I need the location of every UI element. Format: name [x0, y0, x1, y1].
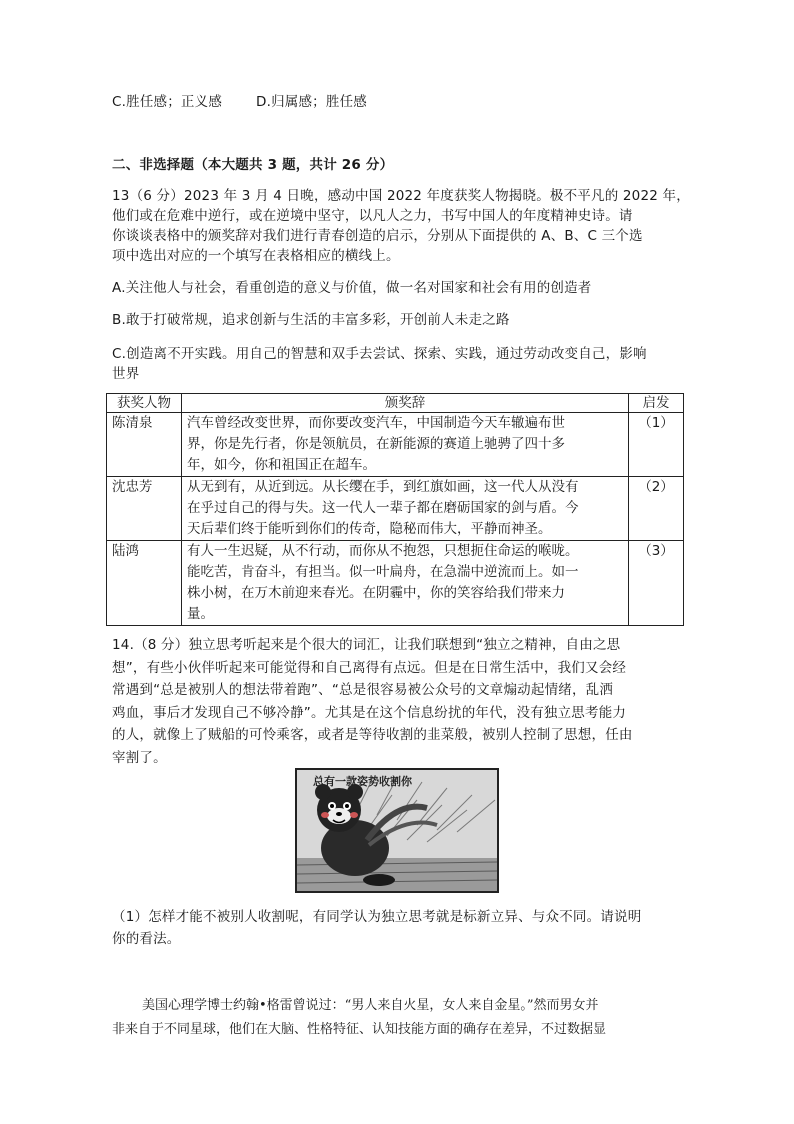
q14-line: 宰割了。 — [112, 749, 167, 766]
q13-stem — [112, 186, 690, 266]
q14-line: 的人，就像上了贼船的可怜乘客，或者是等待收割的韭菜般，被别人控制了思想，任由 — [112, 727, 633, 743]
section-heading: 二、非选择题（本大题共 3 题，共计 26 分） — [112, 157, 394, 173]
citation-cell — [182, 541, 629, 626]
awardee-name: 沈忠芳 — [107, 477, 182, 541]
q14-line: 14.（8 分）独立思考听起来是个很大的词汇，让我们联想到“独立之精神，自由之思 — [112, 637, 621, 653]
citation-cell — [182, 413, 629, 477]
passage — [142, 994, 598, 1018]
q14-line: 鸡血，事后才发现自己不够冷静”。尤其是在这个信息纷扰的年代，没有独立思考能力 — [112, 704, 627, 721]
q13-line: 项中选出对应的一个填写在表格相应的横线上。 — [112, 248, 400, 264]
citation-line: 天后辈们终于能听到你们的传奇，隐秘而伟大，平静而神圣。 — [187, 521, 552, 537]
citation-line: 能吃苦，肯奋斗，有担当。似一叶扁舟，在急湍中逆流而上。如一 — [187, 564, 579, 580]
q14-line: 常遇到“总是被别人的想法带着跑”、“总是很容易被公众号的文章煽动起情绪，乱洒 — [112, 682, 614, 698]
table-row — [107, 541, 684, 626]
q13-option-c-line: 世界 — [112, 366, 140, 382]
option-d: D.归属感；胜任感 — [256, 94, 367, 110]
awardee-name: 陈清泉 — [107, 413, 182, 477]
header-awardee: 获奖人物 — [107, 394, 182, 413]
header-citation: 颁奖辞 — [182, 394, 629, 413]
passage-line: 非来自于不同星球，他们在大脑、性格特征、认知技能方面的确存在差异，不过数据显 — [112, 1022, 607, 1037]
passage-cont — [112, 1018, 606, 1042]
inspiration-blank: （3） — [629, 541, 684, 626]
q13-option-a: A.关注他人与社会，看重创造的意义与价值，做一名对国家和社会有用的创造者 — [112, 280, 592, 296]
option-c: C.胜任感；正义感 — [112, 94, 223, 110]
q13-option-c — [112, 344, 647, 384]
q14-sub1-line: 你的看法。 — [112, 931, 181, 947]
awardee-name: 陆鸿 — [107, 541, 182, 626]
table-row — [107, 477, 684, 541]
citation-cell — [182, 477, 629, 541]
cartoon-caption: 总有一款姿势收割你 — [313, 775, 412, 788]
citation-line: 在乎过自己的得与失。这一代人一辈子都在磨砺国家的剑与盾。今 — [187, 500, 579, 516]
citation-line: 从无到有，从近到远。从长缨在手，到红旗如画，这一代人从没有 — [187, 479, 579, 495]
q14-sub1-line: （1）怎样才能不被别人收割呢，有同学认为独立思考就是标新立异、与众不同。请说明 — [112, 909, 642, 925]
citation-line: 年，如今，你和祖国正在超车。 — [187, 457, 376, 473]
award-table — [106, 393, 684, 626]
q13-line: 他们或在危难中逆行，或在逆境中坚守，以凡人之力，书写中国人的年度精神史诗。请 — [112, 208, 633, 224]
citation-line: 有人一生迟疑，从不行动，而你从不抱怨，只想扼住命运的喉咙。 — [187, 543, 579, 559]
inspiration-blank: （1） — [629, 413, 684, 477]
passage-line: 美国心理学博士约翰•格雷曾说过：“男人来自火星，女人来自金星。”然而男女并 — [142, 998, 599, 1013]
q13-option-b: B.敢于打破常规，追求创新与生活的丰富多彩，开创前人未走之路 — [112, 312, 510, 328]
q13-line: 13（6 分）2023 年 3 月 4 日晚，感动中国 2022 年度获奖人物揭晓。极不平凡的 2022 年， — [112, 188, 690, 204]
table-row — [107, 413, 684, 477]
citation-line: 量。 — [187, 606, 214, 622]
q13-line: 你谈谈表格中的颁奖辞对我们进行青春创造的启示，分别从下面提供的 A、B、C 三个选 — [112, 228, 643, 244]
citation-line: 汽车曾经改变世界，而你要改变汽车，中国制造今天车辙遍布世 — [187, 415, 565, 431]
citation-line: 株小树，在万木前迎来春光。在阴霾中，你的笑容给我们带来力 — [187, 585, 565, 601]
inspiration-blank: （2） — [629, 477, 684, 541]
header-inspiration: 启发 — [629, 394, 684, 413]
q14-stem — [112, 634, 633, 769]
citation-line: 界，你是先行者，你是领航员，在新能源的赛道上驰骋了四十多 — [187, 436, 565, 452]
q13-option-c-line: C.创造离不开实践。用自己的智慧和双手去尝试、探索、实践，通过劳动改变自己，影响 — [112, 346, 647, 362]
table-header-row — [107, 394, 684, 413]
q14-sub1 — [112, 906, 641, 950]
q14-line: 想”，有些小伙伴听起来可能觉得和自己离得有点远。但是在日常生活中，我们又会经 — [112, 659, 627, 676]
